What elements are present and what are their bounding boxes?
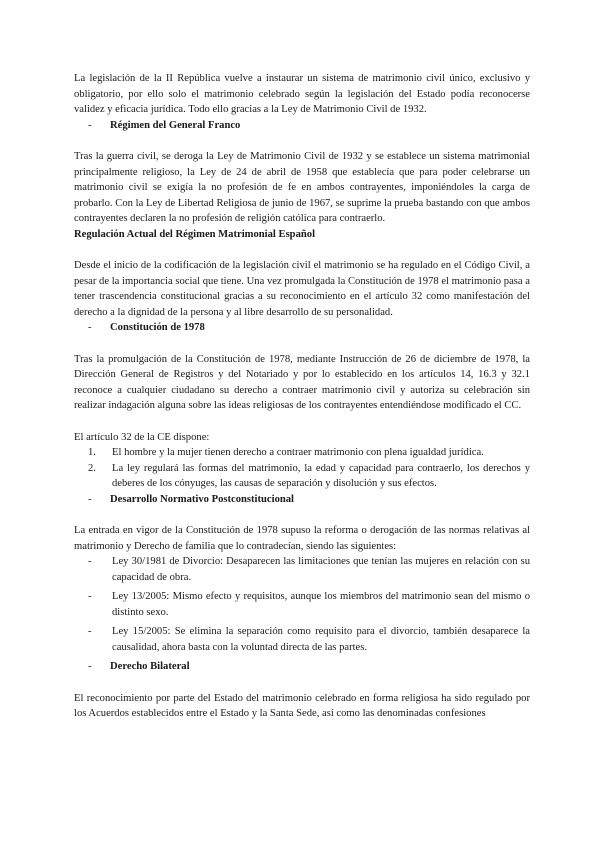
- heading-regimen-franco: [74, 118, 530, 134]
- paragraph-guerra-civil: Tras la guerra civil, se deroga la Ley de Matrimonio Civil de 1932 y se establece un sistema matrimonial principalmente religioso, la Ley de 24 de abril de 1958 que establecía que para poder celebrarse un matrimonio civil se exigía la no profesión de fe en ambos contrayentes, imponiéndoles la carga de probarlo. Con la Ley de Libertad Religiosa de junio de 1967, se suprime la prueba bastando con que ambos contrayentes declaren la no profesión de religión católica para contraerlo.: [74, 151, 530, 224]
- heading-desarrollo-normativo: [74, 492, 530, 508]
- paragraph-reconocimiento: El reconocimiento por parte del Estado del matrimonio celebrado en forma religiosa ha sido regulado por los Acuerdos establecidos entre el Estado y la Santa Sede, así como las denominadas confesiones: [74, 692, 530, 719]
- heading-text: Régimen del General Franco: [110, 119, 241, 131]
- list-text: Ley 30/1981 de Divorcio: Desaparecen las limitaciones que tenían las mujeres en relación con su capacidad de obra.: [112, 556, 530, 583]
- list-text: La ley regulará las formas del matrimonio, la edad y capacidad para contraerlo, los derechos y deberes de los cónyuges, las causas de separación y disolución y sus efectos.: [112, 462, 530, 489]
- list-item: [74, 589, 530, 620]
- list-item: [74, 554, 530, 585]
- heading-regulacion-actual: Regulación Actual del Régimen Matrimonial Español: [74, 228, 316, 240]
- dash-bullet: -: [88, 119, 92, 131]
- heading-text: Desarrollo Normativo Postconstitucional: [110, 493, 294, 505]
- dash-bullet: -: [88, 556, 92, 567]
- document-body: [74, 71, 530, 722]
- paragraph-articulo-32: El artículo 32 de la CE dispone:: [74, 431, 210, 443]
- list-item: [74, 624, 530, 655]
- paragraph-entrada-vigor: La entrada en vigor de la Constitución de 1978 supuso la reforma o derogación de las normas relativas al matrimonio y Derecho de familia que lo contradecían, siendo las siguientes:: [74, 525, 530, 552]
- paragraph-codificacion: Desde el inicio de la codificación de la legislación civil el matrimonio se ha regulado en el Código Civil, a pesar de la importancia social que tiene. Una vez promulgada la Constitución de 1978 el matrimonio pasa a tener trascendencia constitucional gracias a su reconocimiento en el artículo 32 como manifestación del derecho a la dignidad de la persona y al libre desarrollo de su personalidad.: [74, 260, 530, 318]
- heading-text: Constitución de 1978: [110, 322, 205, 333]
- laws-list: [74, 554, 530, 655]
- dash-bullet: -: [88, 591, 92, 602]
- article-32-list: [74, 445, 530, 492]
- paragraph-promulgacion: Tras la promulgación de la Constitución de 1978, mediante Instrucción de 26 de diciembre de 1978, la Dirección General de Registros y del Notariado y por lo establecido en los artículos 14, 16.3 y 32.1 reconoce a cualquier ciudadano su derecho a contraer matrimonio civil y autoriza su celebración sin realizar indagación alguna sobre las ideas religiosas de los contrayentes entendiéndose modificado el CC.: [74, 353, 530, 411]
- paragraph-ii-republica: La legislación de la II República vuelve a instaurar un sistema de matrimonio civil único, exclusivo y obligatorio, por ello solo el matrimonio celebrado según la legislación del Estado podía reconocerse validez y eficacia jurídica. Todo ello gracias a la Ley de Matrimonio Civil de 1932.: [74, 73, 530, 115]
- heading-constitucion-1978: [74, 320, 530, 336]
- list-text: Ley 15/2005: Se elimina la separación como requisito para el divorcio, también desaparece la causalidad, ahora basta con la voluntad directa de las partes.: [112, 626, 530, 653]
- list-text: Ley 13/2005: Mismo efecto y requisitos, aunque los miembros del matrimonio sean del mismo o distinto sexo.: [112, 591, 530, 618]
- heading-derecho-bilateral: [74, 659, 530, 675]
- list-number: 1.: [88, 447, 96, 458]
- list-item: [74, 445, 530, 461]
- dash-bullet: -: [88, 493, 92, 505]
- dash-bullet: -: [88, 322, 92, 333]
- list-number: 2.: [88, 462, 96, 474]
- dash-bullet: -: [88, 661, 92, 672]
- dash-bullet: -: [88, 626, 92, 637]
- list-item: [74, 461, 530, 492]
- list-text: El hombre y la mujer tienen derecho a contraer matrimonio con plena igualdad jurídica.: [112, 447, 484, 458]
- heading-text: Derecho Bilateral: [110, 661, 190, 672]
